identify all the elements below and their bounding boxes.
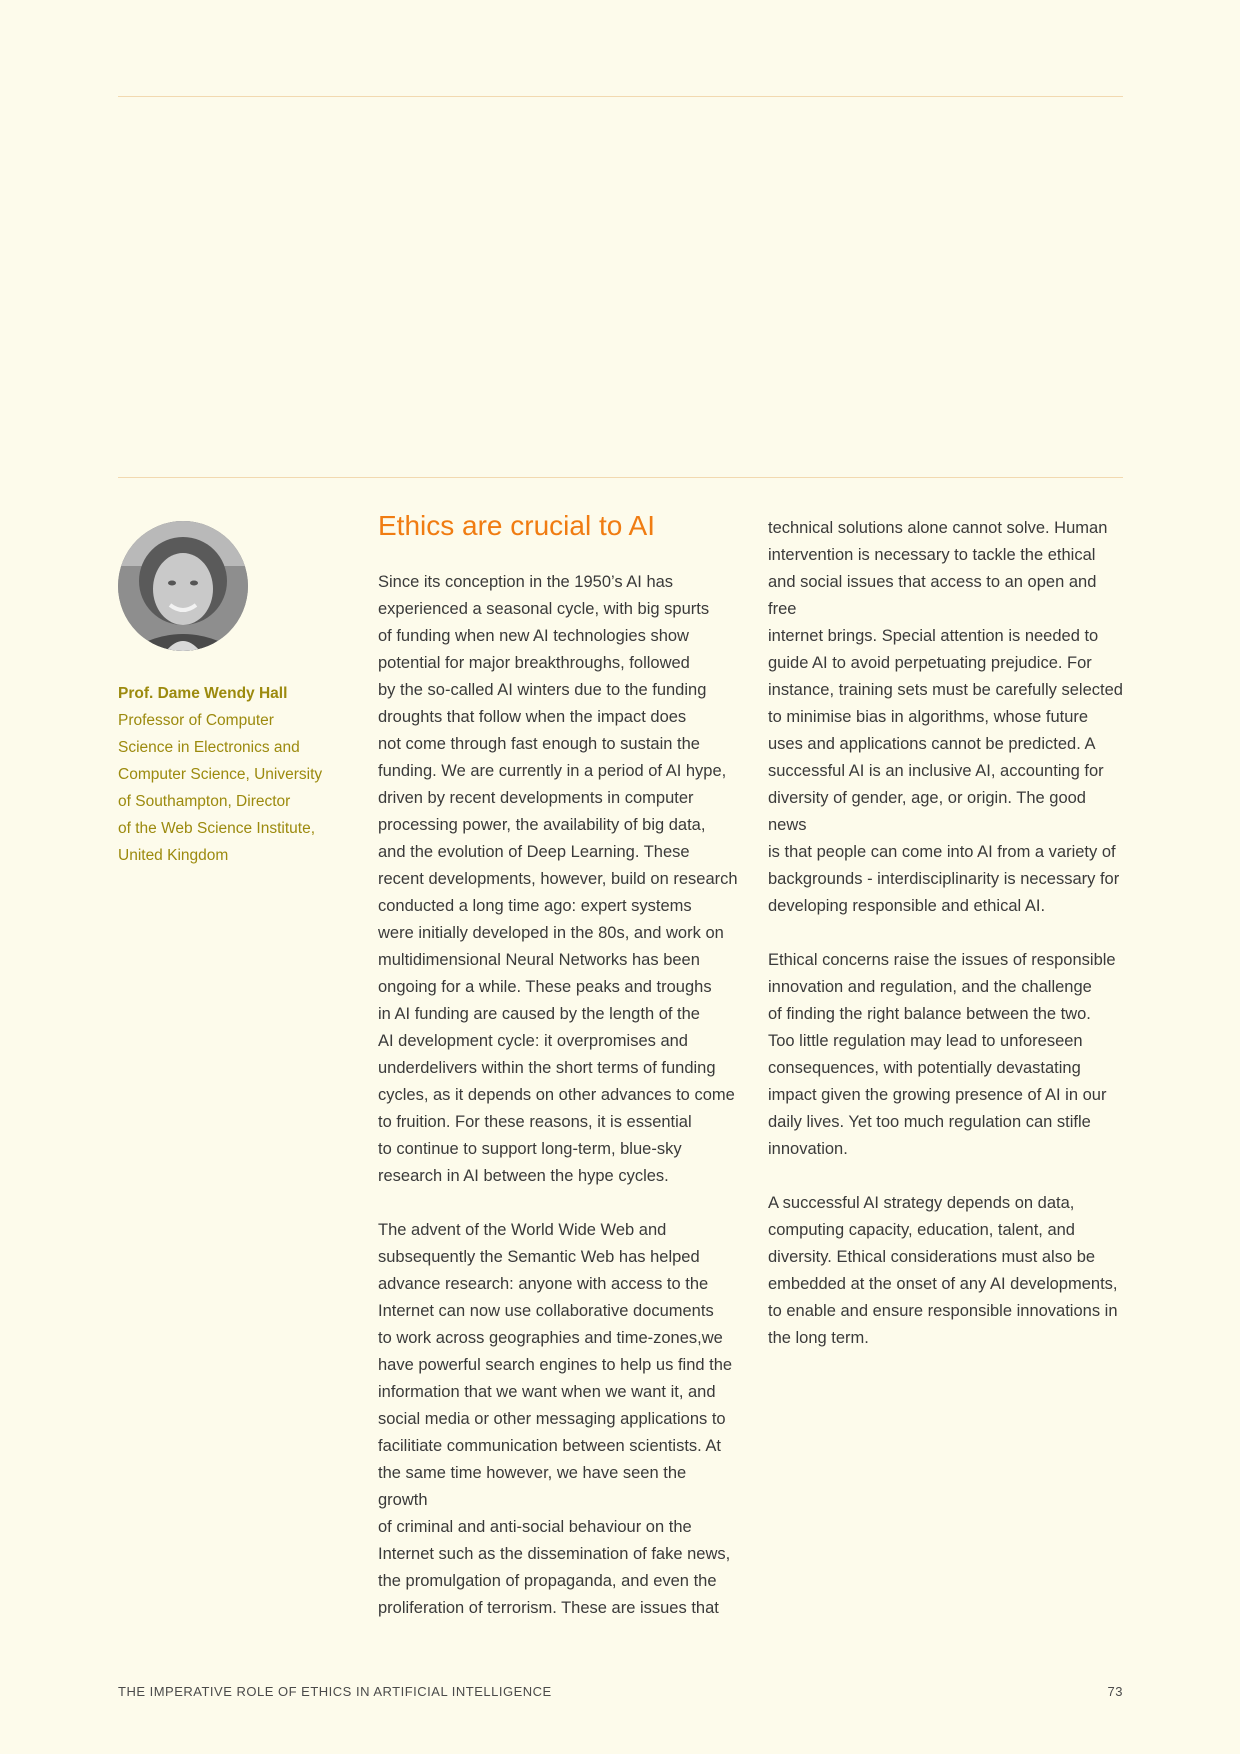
author-bio <box>118 680 338 869</box>
author-portrait <box>118 521 248 651</box>
article-column-2 <box>768 515 1128 1379</box>
paragraph: technical solutions alone cannot solve. Human intervention is necessary to tackle the ethical and social issues that access to an open and free internet brings. Special attention is needed to guide AI to avoid perpetuating prejudice. For instance, training sets must be carefully selected to minimise bias in algorithms, whose future uses and applications cannot be predicted. A successful AI is an inclusive AI, accounting for diversity of gender, age, or origin. The good news is that people can come into AI from a variety of backgrounds - interdisciplinarity is necessary for developing responsible and ethical AI. <box>768 519 1123 915</box>
article-column-1 <box>378 508 738 1649</box>
article-title: Ethics are crucial to AI <box>378 510 656 541</box>
top-divider <box>118 96 1123 97</box>
page-number: 73 <box>1107 1684 1123 1699</box>
footer-document-title: THE IMPERATIVE ROLE OF ETHICS IN ARTIFICIAL INTELLIGENCE <box>118 1684 552 1699</box>
paragraph: A successful AI strategy depends on data, computing capacity, education, talent, and diversity. Ethical considerations must also be embedded at the onset of any AI developments, to enable and ensure responsible innovations in the long term. <box>768 1194 1118 1347</box>
paragraph: The advent of the World Wide Web and subsequently the Semantic Web has helped advance research: anyone with access to the Internet can now use collaborative documents to work across geographies and time-zones,we have powerful search engines to help us find the information that we want when we want it, and social media or other messaging applications to facilitiate communication between scientists. At the same time however, we have seen the growth of criminal and anti-social behaviour on the Internet such as the dissemination of fake news, the promulgation of propaganda, and even the proliferation of terrorism. These are issues that <box>378 1221 733 1617</box>
portrait-image <box>118 521 248 651</box>
paragraph: Since its conception in the 1950’s AI has experienced a seasonal cycle, with big spurts of funding when new AI technologies show potential for major breakthroughs, followed by the so-called AI winters due to the funding droughts that follow when the impact does not come through fast enough to sustain the funding. We are currently in a period of AI hype, driven by recent developments in computer processing power, the availability of big data, and the evolution of Deep Learning. These recent developments, however, build on research conducted a long time ago: expert systems were initially developed in the 80s, and work on multidimensional Neural Networks has been ongoing for a while. These peaks and troughs in AI funding are caused by the length of the AI development cycle: it overpromises and underdelivers within the short terms of funding cycles, as it depends on other advances to come to fruition. For these reasons, it is essential to continue to support long-term, blue-sky research in AI between the hype cycles. <box>378 573 738 1185</box>
section-divider <box>118 477 1123 478</box>
paragraph: Ethical concerns raise the issues of responsible innovation and regulation, and the challenge of finding the right balance between the two. Too little regulation may lead to unforeseen consequences, with potentially devastating impact given the growing presence of AI in our daily lives. Yet too much regulation can stifle innovation. <box>768 951 1116 1158</box>
author-role: Professor of Computer Science in Electronics and Computer Science, University of Southampton, Director of the Web Science Institute, United Kingdom <box>118 712 323 864</box>
author-name: Prof. Dame Wendy Hall <box>118 685 288 702</box>
